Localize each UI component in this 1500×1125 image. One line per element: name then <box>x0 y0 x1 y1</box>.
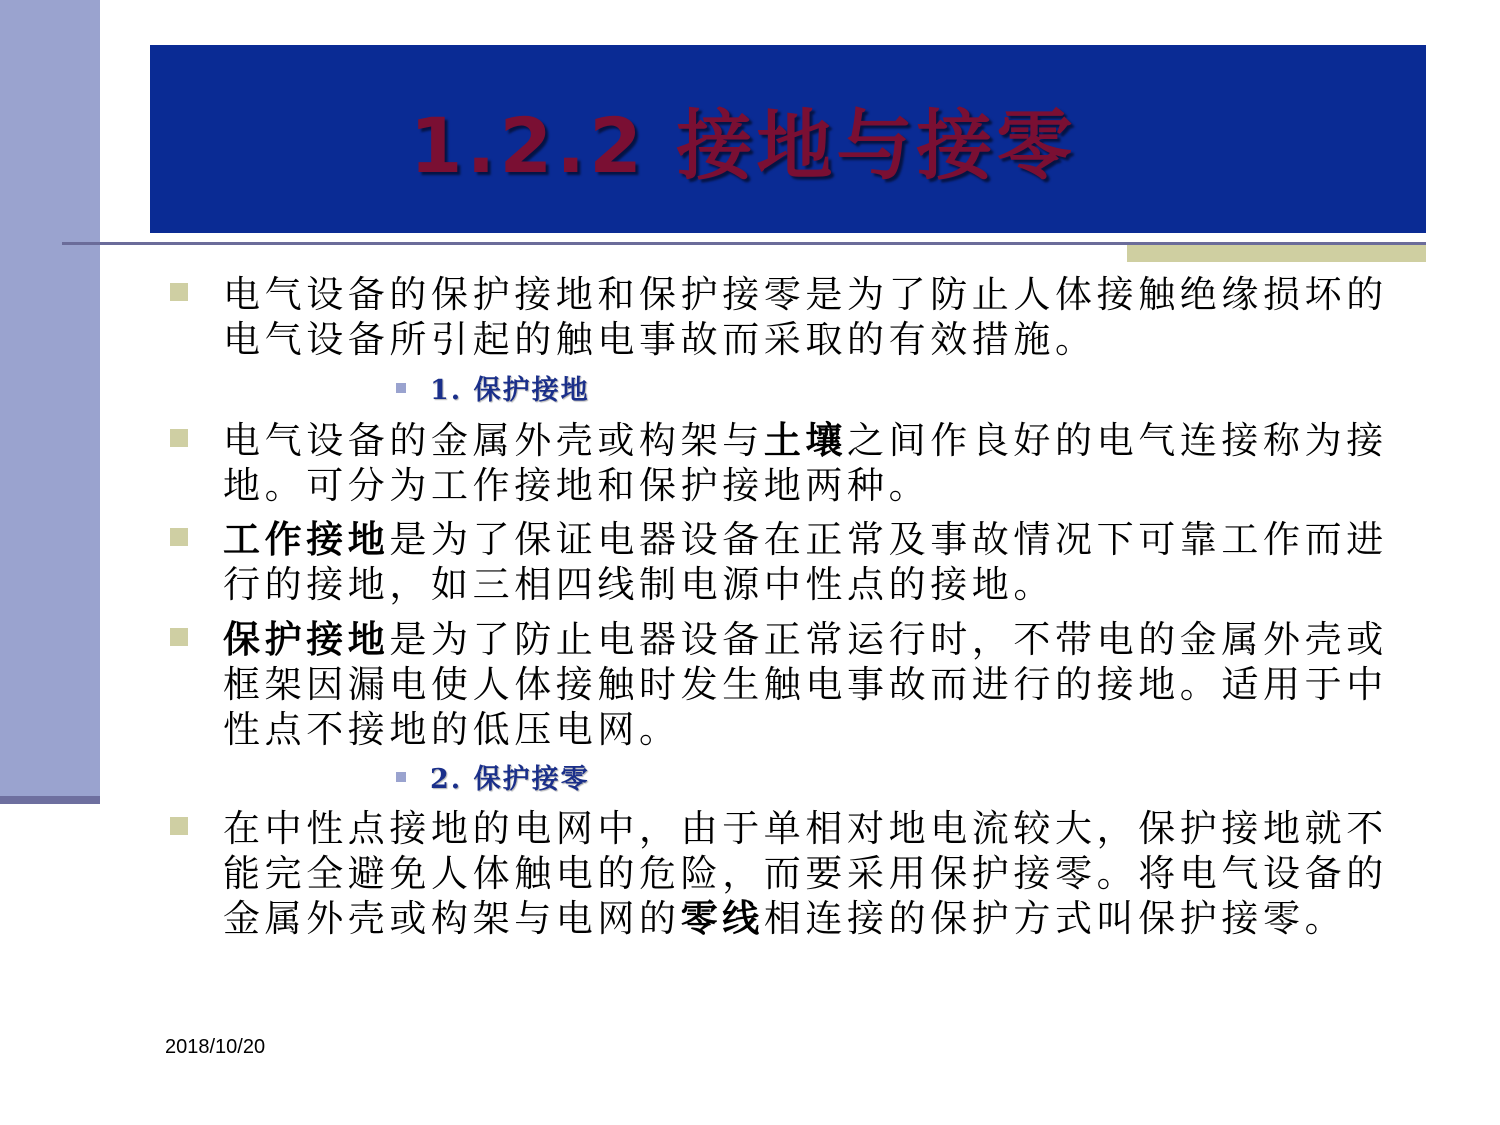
small-square-bullet-icon <box>396 383 406 393</box>
subheading-label: 1. 保护接地 <box>430 375 590 406</box>
footer-date: 2018/10/20 <box>165 1036 266 1058</box>
subheading <box>396 757 590 796</box>
bullet-text: 保护接地是为了防止电器设备正常运行时，不带电的金属外壳或框架因漏电使人体接触时发生触电事故而进行的接地。适用于中性点不接地的低压电网。 <box>223 617 1388 751</box>
bullet-item <box>170 806 1389 941</box>
bullet-item <box>170 418 1389 508</box>
square-bullet-icon <box>170 817 188 835</box>
bullet-text: 电气设备的保护接地和保护接零是为了防止人体接触绝缘损坏的电气设备所引起的触电事故而采取的有效措施。 <box>223 273 1388 361</box>
square-bullet-icon <box>170 528 188 546</box>
bullet-text: 工作接地是为了保证电器设备在正常及事故情况下可靠工作而进行的接地，如三相四线制电源中性点的接地。 <box>223 517 1388 606</box>
bullet-item <box>170 272 1389 362</box>
small-square-bullet-icon <box>396 772 406 782</box>
square-bullet-icon <box>170 283 188 301</box>
subheading-label: 2. 保护接零 <box>430 764 590 795</box>
slide-title: 1.2.2 接地与接零 <box>409 100 1077 190</box>
bullet-text: 电气设备的金属外壳或构架与土壤之间作良好的电气连接称为接地。可分为工作接地和保护接地两种。 <box>223 418 1388 507</box>
square-bullet-icon <box>170 429 188 447</box>
subheading <box>396 368 590 407</box>
square-bullet-icon <box>170 628 188 646</box>
bullet-item <box>170 517 1389 607</box>
bullet-text: 在中性点接地的电网中，由于单相对地电流较大，保护接地就不能完全避免人体触电的危险，而要采用保护接零。将电气设备的金属外壳或构架与电网的零线相连接的保护方式叫保护接零。 <box>223 807 1388 940</box>
bullet-item <box>170 617 1389 752</box>
